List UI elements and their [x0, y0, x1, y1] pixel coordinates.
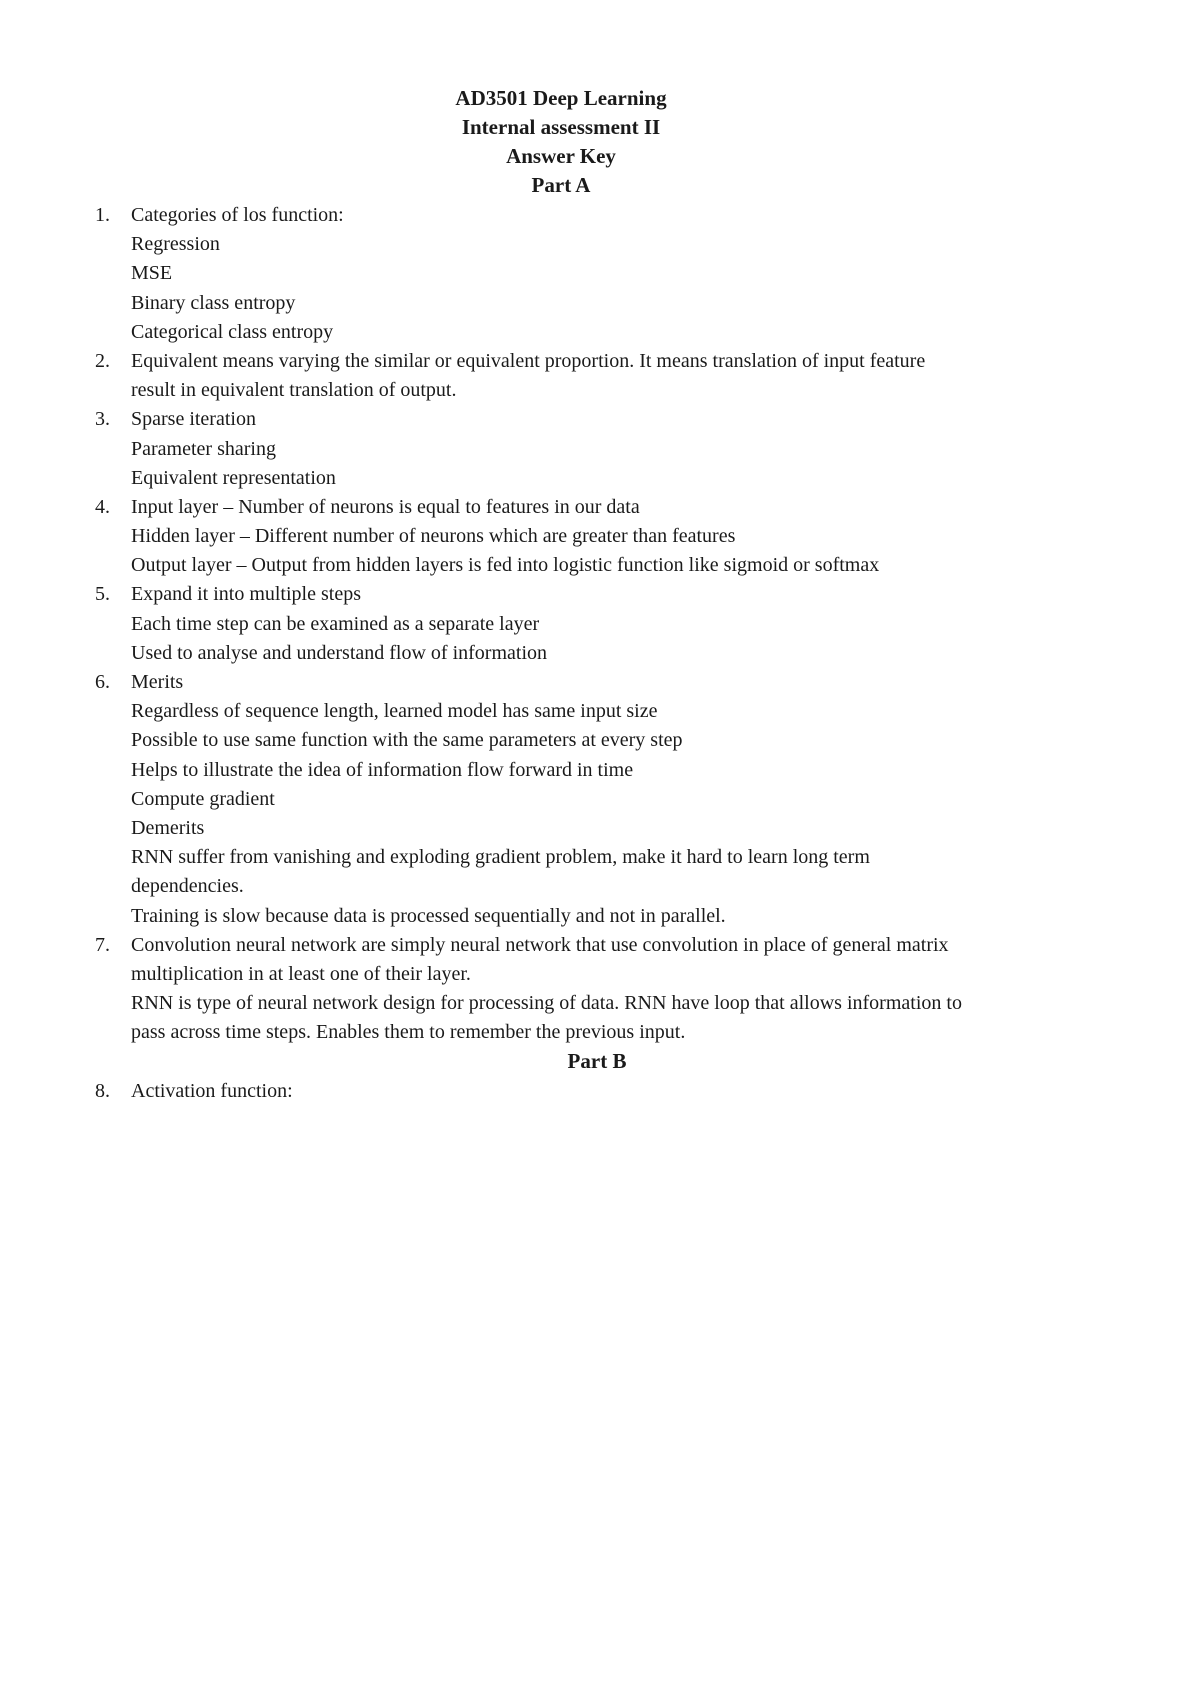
- answer-line: Convolution neural network are simply neural network that use convolution in place of general matrix: [131, 933, 949, 956]
- answer-line: Categorical class entropy: [131, 320, 334, 343]
- answer-line: Equivalent representation: [131, 466, 336, 489]
- part-b-answers: [0, 1077, 1200, 1106]
- answer-number: 4.: [95, 495, 110, 518]
- answer-line: Regardless of sequence length, learned model has same input size: [131, 700, 658, 723]
- answer-item: [0, 668, 1200, 931]
- answer-line: multiplication in at least one of their layer.: [131, 962, 471, 985]
- answer-item: [0, 931, 1200, 1048]
- answer-lines: [131, 493, 1131, 581]
- answer-item: [0, 405, 1200, 493]
- section-heading-part-a: Part A: [531, 173, 591, 197]
- answer-lines: [131, 1077, 1131, 1106]
- answer-item: [0, 347, 1200, 405]
- answer-item: [0, 580, 1200, 668]
- answer-line: result in equivalent translation of output.: [131, 379, 457, 402]
- answer-number: 6.: [95, 671, 110, 693]
- answer-line: Categories of los function:: [131, 204, 344, 226]
- answer-line: Merits: [131, 671, 184, 693]
- document-type: Answer Key: [506, 144, 616, 168]
- answer-line: RNN is type of neural network design for processing of data. RNN have loop that allows information to: [131, 992, 962, 1015]
- answer-lines: [131, 580, 1131, 668]
- answer-item: [0, 201, 1200, 347]
- answer-line: Compute gradient: [131, 787, 275, 810]
- answer-line: Sparse iteration: [131, 408, 256, 431]
- answer-number: 7.: [95, 933, 110, 956]
- answer-line: Binary class entropy: [131, 291, 296, 314]
- answer-line: Used to analyse and understand flow of information: [131, 641, 548, 664]
- answer-line: Regression: [131, 233, 220, 256]
- answer-line: Demerits: [131, 816, 205, 839]
- answer-lines: [131, 347, 1131, 405]
- document-header: [0, 84, 1122, 200]
- answer-line: dependencies.: [131, 875, 244, 898]
- answer-line: RNN suffer from vanishing and exploding gradient problem, make it hard to learn long term: [131, 846, 870, 869]
- answer-number: 8.: [95, 1079, 110, 1102]
- answer-number: 1.: [95, 204, 110, 226]
- answer-line: Equivalent means varying the similar or equivalent proportion. It means translation of input feature: [131, 349, 926, 372]
- answer-lines: [131, 931, 1131, 1048]
- answer-lines: [131, 668, 1131, 931]
- part-a-answers: [0, 201, 1200, 1047]
- answer-number: 2.: [95, 349, 110, 372]
- answer-list: [0, 201, 1200, 1106]
- answer-lines: [131, 201, 1131, 347]
- answer-item: [0, 493, 1200, 581]
- answer-line: Input layer – Number of neurons is equal to features in our data: [131, 495, 640, 518]
- answer-line: Expand it into multiple steps: [131, 583, 361, 606]
- answer-line: Helps to illustrate the idea of information flow forward in time: [131, 758, 634, 781]
- section-heading-part-b: Part B: [567, 1049, 627, 1074]
- answer-number: 5.: [95, 583, 110, 606]
- exam-title: Internal assessment II: [461, 115, 661, 139]
- answer-line: Training is slow because data is processed sequentially and not in parallel.: [131, 904, 726, 927]
- answer-line: Each time step can be examined as a separate layer: [131, 612, 540, 635]
- answer-line: Parameter sharing: [131, 437, 276, 460]
- answer-line: Activation function:: [131, 1079, 293, 1102]
- answer-line: pass across time steps. Enables them to remember the previous input.: [131, 1021, 686, 1044]
- course-title: AD3501 Deep Learning: [455, 86, 667, 110]
- answer-line: MSE: [131, 262, 173, 285]
- answer-lines: [131, 405, 1131, 493]
- answer-number: 3.: [95, 408, 110, 431]
- answer-item: [0, 1077, 1200, 1106]
- answer-line: Output layer – Output from hidden layers is fed into logistic function like sigmoid or softmax: [131, 554, 880, 577]
- answer-line: Possible to use same function with the same parameters at every step: [131, 729, 683, 752]
- answer-line: Hidden layer – Different number of neurons which are greater than features: [131, 525, 736, 548]
